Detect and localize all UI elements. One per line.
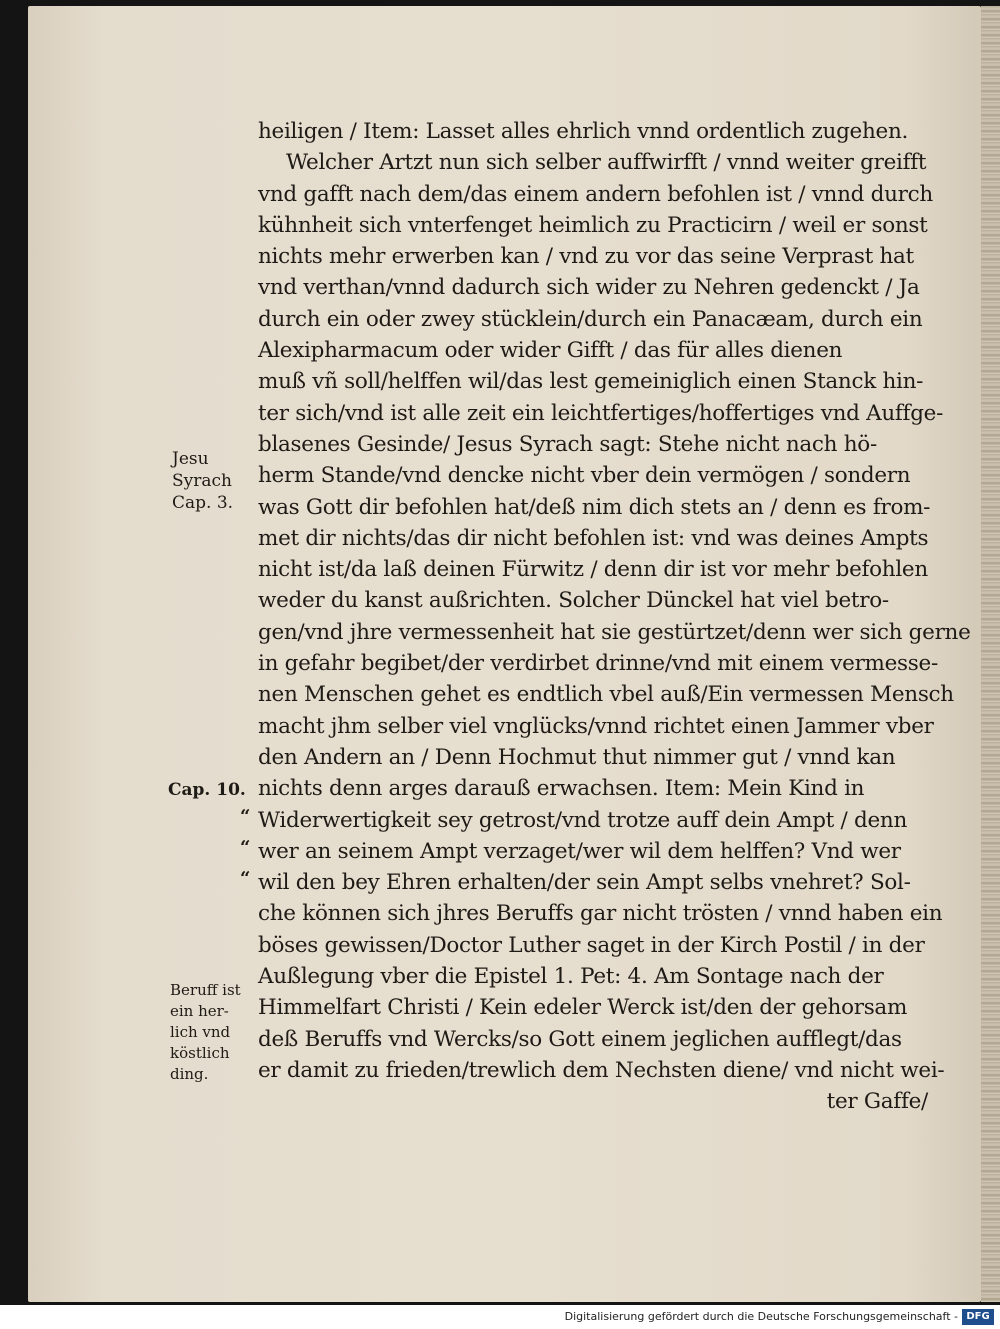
quote-mark: “: [240, 837, 251, 858]
margin-note-line: Syrach: [172, 471, 232, 491]
text-line: nen Menschen gehet es endtlich vbel auß/Ein vermessen Mensch: [258, 682, 954, 708]
margin-note-line: Cap. 3.: [172, 493, 234, 513]
text-line: wer an seinem Ampt verzaget/wer wil dem helffen? Vnd wer: [258, 838, 901, 864]
margin-note-cap10: Cap. 10.: [168, 780, 246, 800]
page-edge: [981, 6, 1000, 1302]
text-line: kühnheit sich vnterfenget heimlich zu Practicirn / weil er sonst: [258, 212, 928, 238]
margin-note-line: Jesu: [172, 449, 209, 469]
text-line: durch ein oder zwey stücklein/durch ein Panacæam, durch ein: [258, 306, 923, 332]
text-line: in gefahr begibet/der verdirbet drinne/vnd mit einem vermesse-: [258, 651, 938, 677]
catchword: ter Gaffe/: [826, 1089, 928, 1115]
text-line: Welcher Artzt nun sich selber auffwirfft / vnnd weiter greifft: [286, 150, 927, 176]
text-line: deß Beruffs vnd Wercks/so Gott einem jeglichen aufflegt/das: [258, 1026, 902, 1052]
quote-mark: “: [240, 806, 251, 827]
margin-note-beruff: [170, 980, 241, 1085]
quote-mark: “: [240, 868, 251, 889]
margin-note-line: ding.: [170, 1065, 209, 1083]
text-line: herm Stande/vnd dencke nicht vber dein vermögen / sondern: [258, 463, 911, 489]
text-line: Himmelfart Christi / Kein edeler Werck ist/den der gehorsam: [258, 995, 908, 1021]
margin-note-line: köstlich: [170, 1044, 230, 1062]
text-line: wil den bey Ehren erhalten/der sein Ampt selbs vnehret? Sol-: [258, 870, 911, 896]
text-line: nichts denn arges darauß erwachsen. Item: Mein Kind in: [258, 776, 865, 802]
text-line: er damit zu frieden/trewlich dem Nechsten diene/ vnd nicht wei-: [258, 1057, 945, 1083]
dfg-logo-icon: DFG: [962, 1309, 994, 1325]
footer-bar: [0, 1305, 1000, 1329]
text-line: böses gewissen/Doctor Luther saget in der Kirch Postil / in der: [258, 932, 925, 958]
margin-note-line: Beruff ist: [170, 981, 241, 999]
margin-note-jesus-syrach: [172, 448, 233, 514]
text-line: muß vñ soll/helffen wil/das lest gemeiniglich einen Stanck hin-: [258, 369, 924, 395]
text-line: ter sich/vnd ist alle zeit ein leichtfertiges/hoffertiges vnd Auffge-: [258, 400, 944, 426]
margin-note-line: ein her-: [170, 1002, 229, 1020]
text-line: weder du kanst außrichten. Solcher Dünckel hat viel betro-: [258, 588, 889, 614]
text-line: met dir nichts/das dir nicht befohlen ist: vnd was deines Ampts: [258, 525, 929, 551]
text-line: nichts mehr erwerben kan / vnd zu vor das seine Verprast hat: [258, 244, 914, 270]
text-line: vnd gafft nach dem/das einem andern befohlen ist / vnnd durch: [258, 181, 933, 207]
text-line: Widerwertigkeit sey getrost/vnd trotze auff dein Ampt / denn: [258, 807, 907, 833]
body-text: [258, 116, 971, 1118]
text-line: Alexipharmacum oder wider Gifft / das für alles dienen: [258, 338, 843, 364]
text-line: vnd verthan/vnnd dadurch sich wider zu Nehren gedenckt / Ja: [258, 275, 920, 301]
text-line: macht jhm selber viel vnglücks/vnnd richtet einen Jammer vber: [258, 713, 934, 739]
text-line: blasenes Gesinde/ Jesus Syrach sagt: Stehe nicht nach hö-: [258, 431, 877, 457]
text-line: gen/vnd jhre vermessenheit hat sie gestürtzet/denn wer sich gerne: [258, 619, 971, 645]
text-line: che können sich jhres Beruffs gar nicht trösten / vnnd haben ein: [258, 901, 943, 927]
text-line: den Andern an / Denn Hochmut thut nimmer gut / vnnd kan: [258, 744, 896, 770]
text-line: heiligen / Item: Lasset alles ehrlich vnnd ordentlich zugehen.: [258, 119, 909, 144]
margin-note-line: lich vnd: [170, 1023, 231, 1041]
text-line: Außlegung vber die Epistel 1. Pet: 4. Am Sontage nach der: [258, 964, 884, 990]
text-line: was Gott dir befohlen hat/deß nim dich stets an / denn es from-: [258, 494, 931, 520]
funding-notice: Digitalisierung gefördert durch die Deutsche Forschungsgemeinschaft -: [564, 1310, 958, 1323]
text-line: nicht ist/da laß deinen Fürwitz / denn dir ist vor mehr befohlen: [258, 557, 928, 583]
